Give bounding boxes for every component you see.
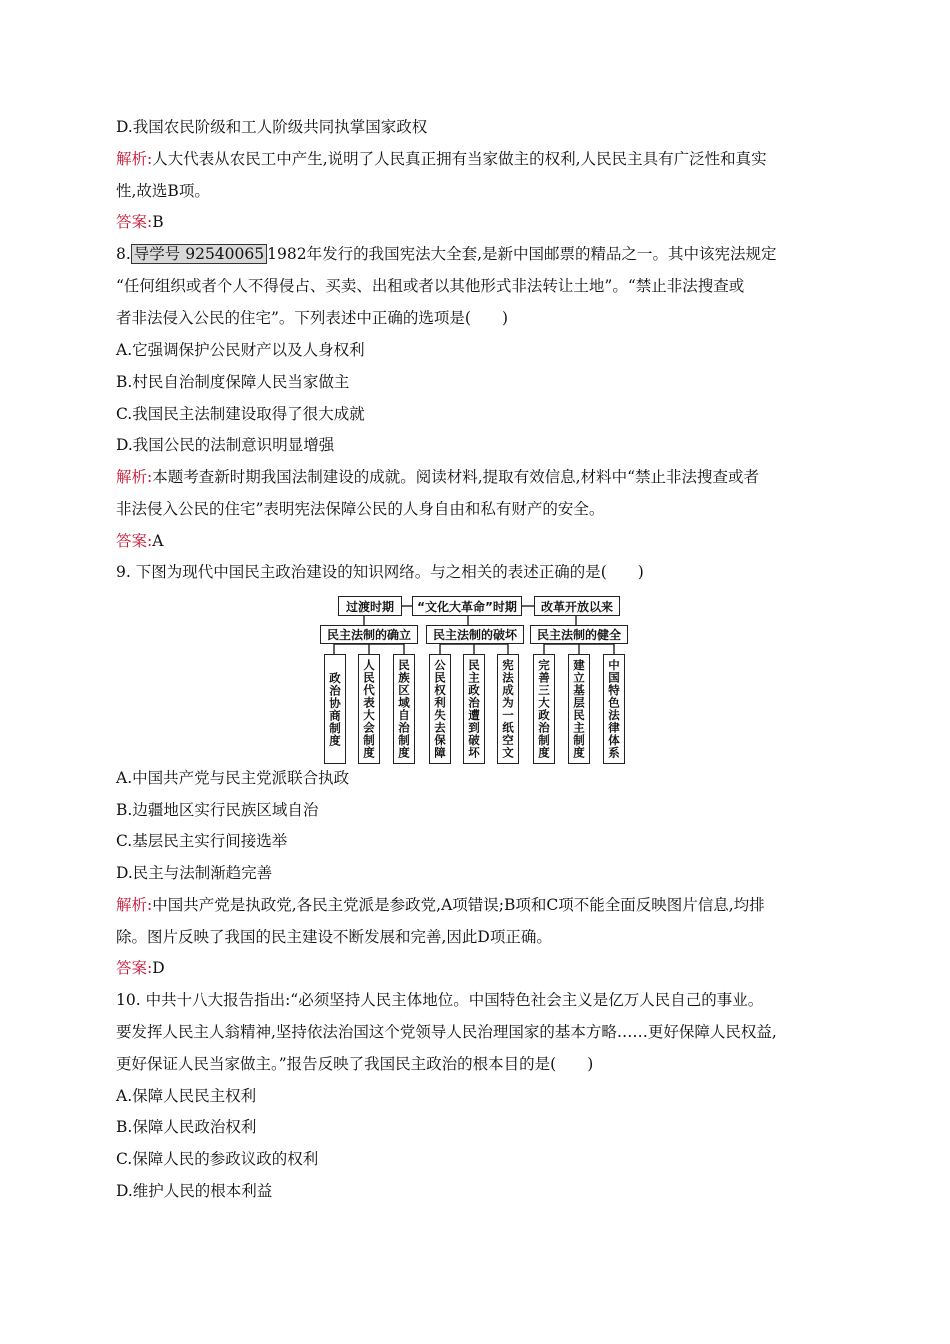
q8-stem-line-3: 者非法侵入公民的住宅”。下列表述中正确的选项是( ) (116, 309, 509, 327)
item-legal-system: 中国特色法律体系 (603, 654, 625, 764)
item-democracy-destroyed: 民主政治遭到破坏 (463, 654, 485, 764)
q7-analysis-line-1: 解析:人大代表从农民工中产生,说明了人民真正拥有当家做主的权利,人民民主具有广泛性和真实 (116, 150, 767, 168)
q8-option-c: C.我国民主法制建设取得了很大成就 (116, 405, 365, 423)
q9-option-d: D.民主与法制渐趋完善 (116, 864, 273, 882)
q10-option-b: B.保障人民政治权利 (116, 1118, 257, 1136)
analysis-label: 解析: (116, 896, 153, 914)
period-cultural-revolution: “文化大革命”时期 (412, 596, 522, 616)
answer-label: 答案: (116, 959, 153, 977)
answer-label: 答案: (116, 213, 153, 231)
q9-option-a: A.中国共产党与民主党派联合执政 (116, 769, 350, 787)
guide-number-tag: 导学号 92540065 (131, 244, 267, 264)
q8-option-b: B.村民自治制度保障人民当家做主 (116, 373, 350, 391)
q9-stem: 9. 下图为现代中国民主政治建设的知识网络。与之相关的表述正确的是( ) (116, 563, 644, 581)
stage-establishment: 民主法制的确立 (320, 625, 418, 644)
q10-option-a: A.保障人民民主权利 (116, 1087, 257, 1105)
q8-answer: 答案:A (116, 532, 164, 550)
q9-answer: 答案:D (116, 959, 165, 977)
item-peoples-congress: 人民代表大会制度 (358, 654, 380, 764)
q10-stem-line-3: 更好保证人民当家做主。”报告反映了我国民主政治的根本目的是( ) (116, 1055, 594, 1073)
item-constitution-void: 宪法成为一纸空文 (497, 654, 519, 764)
q10-stem-line-2: 要发挥人民主人翁精神,坚持依法治国这个党领导人民治理国家的基本方略……更好保障人民权益, (116, 1023, 777, 1041)
q8-stem-line-1: 8. 导学号 92540065 1982年发行的我国宪法大全套,是新中国邮票的精品之一。其中该宪法规定 (116, 245, 777, 263)
q9-option-c: C.基层民主实行间接选举 (116, 832, 288, 850)
stage-improvement: 民主法制的健全 (530, 625, 628, 644)
q10-option-d: D.维护人民的根本利益 (116, 1182, 273, 1200)
item-political-consultation: 政治协商制度 (324, 654, 346, 764)
stage-destruction: 民主法制的破坏 (426, 625, 524, 644)
q10-option-c: C.保障人民的参政议政的权利 (116, 1150, 319, 1168)
q7-answer: 答案:B (116, 213, 164, 231)
q9-analysis-line-1: 解析:中国共产党是执政党,各民主党派是参政党,A项错误;B项和C项不能全面反映图片信息,均排 (116, 896, 765, 914)
period-transition: 过渡时期 (338, 596, 402, 616)
q8-analysis-line-1: 解析:本题考查新时期我国法制建设的成就。阅读材料,提取有效信息,材料中“禁止非法搜查或者 (116, 468, 760, 486)
item-improve-three-systems: 完善三大政治制度 (533, 654, 555, 764)
answer-label: 答案: (116, 532, 153, 550)
analysis-label: 解析: (116, 468, 153, 486)
q8-option-a: A.它强调保护公民财产以及人身权利 (116, 341, 365, 359)
q7-analysis-line-2: 性,故选B项。 (116, 182, 210, 200)
q9-option-b: B.边疆地区实行民族区域自治 (116, 801, 319, 819)
item-regional-autonomy: 民族区域自治制度 (393, 654, 415, 764)
item-grassroots-democracy: 建立基层民主制度 (568, 654, 590, 764)
q10-stem-line-1: 10. 中共十八大报告指出:“必须坚持人民主体地位。中国特色社会主义是亿万人民自己的事业。 (116, 991, 764, 1009)
q8-analysis-line-2: 非法侵入公民的住宅”表明宪法保障公民的人身自由和私有财产的安全。 (116, 500, 605, 518)
analysis-label: 解析: (116, 150, 153, 168)
item-rights-lost: 公民权利失去保障 (429, 654, 451, 764)
q8-option-d: D.我国公民的法制意识明显增强 (116, 436, 335, 454)
q8-stem-line-2: “任何组织或者个人不得侵占、买卖、出租或者以其他形式非法转让土地”。“禁止非法搜查或 (116, 277, 745, 295)
q9-analysis-line-2: 除。图片反映了我国的民主建设不断发展和完善,因此D项正确。 (116, 928, 552, 946)
period-reform-opening: 改革开放以来 (534, 596, 620, 616)
democracy-knowledge-diagram (316, 594, 628, 766)
q7-option-d: D.我国农民阶级和工人阶级共同执掌国家政权 (116, 118, 428, 136)
